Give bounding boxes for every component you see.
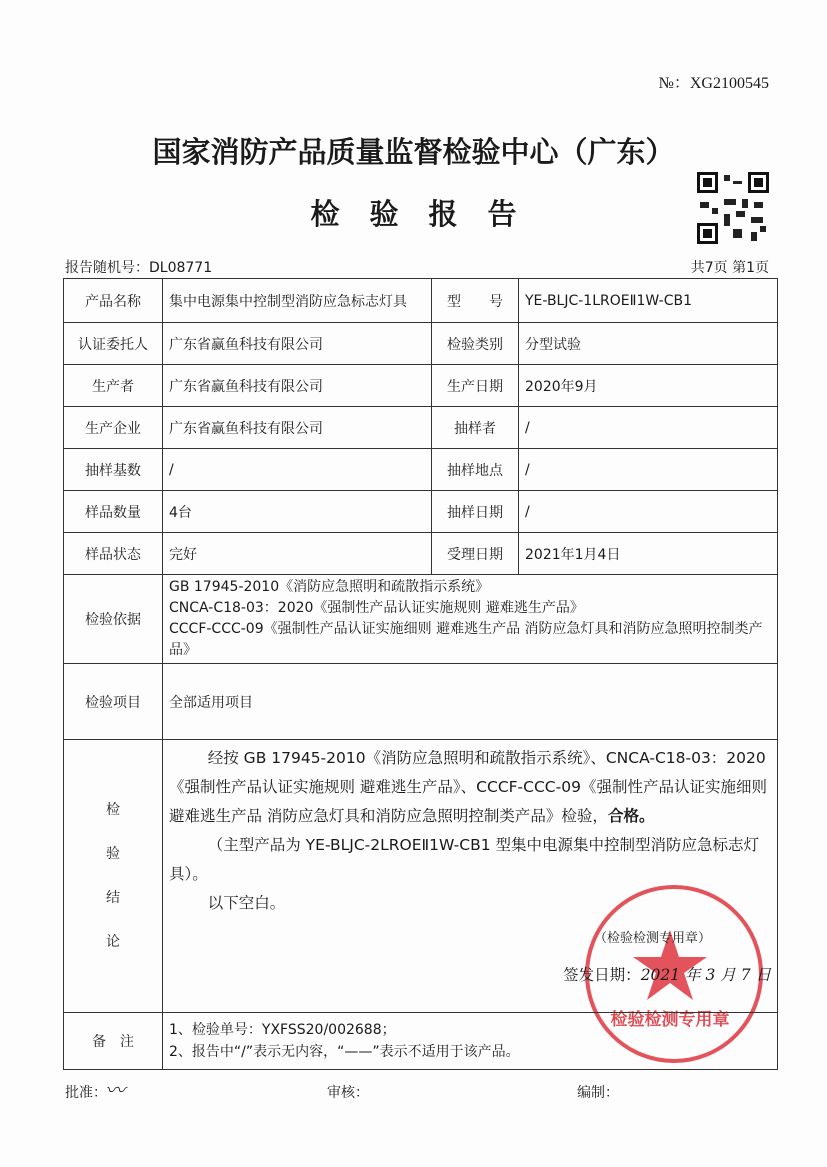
field-value: 2020年9月 (519, 365, 778, 407)
random-number: 报告随机号：DL08771 (65, 260, 213, 276)
items-value: 全部适用项目 (163, 664, 778, 740)
field-value: 集中电源集中控制型消防应急标志灯具 (163, 279, 432, 323)
field-label: 生产日期 (432, 365, 519, 407)
table-row (64, 323, 778, 365)
report-table (63, 278, 778, 1070)
field-label: 受理日期 (432, 533, 519, 575)
issue-date: 2021 年 3 月 7 日 (640, 966, 771, 984)
field-value: / (519, 491, 778, 533)
review-label: 审核： (327, 1085, 369, 1101)
report-number: №：XG2100545 (658, 75, 769, 92)
compile-label: 编制： (577, 1085, 619, 1101)
field-label: 抽样地点 (432, 449, 519, 491)
conclusion-label (64, 740, 163, 1013)
field-value: 广东省赢鱼科技有限公司 (163, 365, 432, 407)
field-value: / (163, 449, 432, 491)
approve-label: 批准： (65, 1085, 107, 1101)
basis-line: CNCA-C18-03：2020《强制性产品认证实施规则 避难逃生产品》 (169, 600, 584, 616)
conclusion-label-char: 检 (106, 802, 120, 818)
conclusion-label-char: 结 (106, 890, 120, 906)
table-row (64, 407, 778, 449)
page-title: 国家消防产品质量监督检验中心（广东） (152, 135, 675, 169)
remarks-label: 备 注 (64, 1013, 163, 1070)
remarks-row (64, 1013, 778, 1070)
remark-line: 1、检验单号：YXFSS20/002688； (169, 1022, 396, 1038)
field-label: 样品状态 (64, 533, 163, 575)
issue-date-label: 签发日期： (563, 966, 641, 984)
field-label: 生产企业 (64, 407, 163, 449)
conclusion-text: 经按 GB 17945-2010《消防应急照明和疏散指示系统》、CNCA-C18-03：2020《强制性产品认证实施规则 避难逃生产品》、CCCF-CCC-09《强制性产品认证实施细则 避难逃生产品 消防应急灯具和消防应急照明控制类产品》检验， (169, 749, 767, 825)
field-label: 样品数量 (64, 491, 163, 533)
basis-line: GB 17945-2010《消防应急照明和疏散指示系统》 (169, 579, 490, 595)
basis-row (64, 575, 778, 664)
svg-text:检验检测专用章: 检验检测专用章 (610, 1010, 730, 1030)
field-value: 广东省赢鱼科技有限公司 (163, 323, 432, 365)
field-label: 型 号 (432, 279, 519, 323)
conclusion-main-model: （主型产品为 YE-BLJC-2LROEⅡ1W-CB1 型集中电源集中控制型消防应急标志灯具）。 (169, 836, 760, 883)
field-value: / (519, 449, 778, 491)
field-value: 2021年1月4日 (519, 533, 778, 575)
qr-code-icon (697, 172, 769, 244)
field-label: 认证委托人 (64, 323, 163, 365)
field-value: / (519, 407, 778, 449)
field-value: YE-BLJC-1LROEⅡ1W-CB1 (519, 279, 778, 323)
table-row (64, 365, 778, 407)
field-value: 完好 (163, 533, 432, 575)
field-label: 产品名称 (64, 279, 163, 323)
conclusion-blank: 以下空白。 (207, 894, 286, 912)
basis-line: CCCF-CCC-09《强制性产品认证实施细则 避难逃生产品 消防应急灯具和消防应急照明控制类产品》 (169, 621, 763, 658)
basis-label: 检验依据 (64, 575, 163, 664)
field-value: 广东省赢鱼科技有限公司 (163, 407, 432, 449)
field-label: 生产者 (64, 365, 163, 407)
remark-line: 2、报告中“/”表示无内容，“——”表示不适用于该产品。 (169, 1044, 520, 1060)
conclusion-label-char: 验 (106, 846, 120, 862)
field-label: 抽样者 (432, 407, 519, 449)
field-label: 抽样基数 (64, 449, 163, 491)
field-label: 抽样日期 (432, 491, 519, 533)
conclusion-result: 合格。 (607, 807, 655, 825)
approve-signature: 〰 (105, 1078, 125, 1102)
conclusion-row (64, 740, 778, 1013)
field-value: 4台 (163, 491, 432, 533)
items-row (64, 664, 778, 740)
field-label: 检验类别 (432, 323, 519, 365)
table-row (64, 491, 778, 533)
table-row (64, 533, 778, 575)
conclusion-label-char: 论 (106, 934, 120, 950)
table-row (64, 279, 778, 323)
page-count: 共7页 第1页 (690, 260, 769, 276)
items-label: 检验项目 (64, 664, 163, 740)
page-subtitle: 检验报告 (310, 197, 547, 231)
table-row (64, 449, 778, 491)
field-value: 分型试验 (519, 323, 778, 365)
seal-note: （检验检测专用章） (593, 931, 711, 946)
